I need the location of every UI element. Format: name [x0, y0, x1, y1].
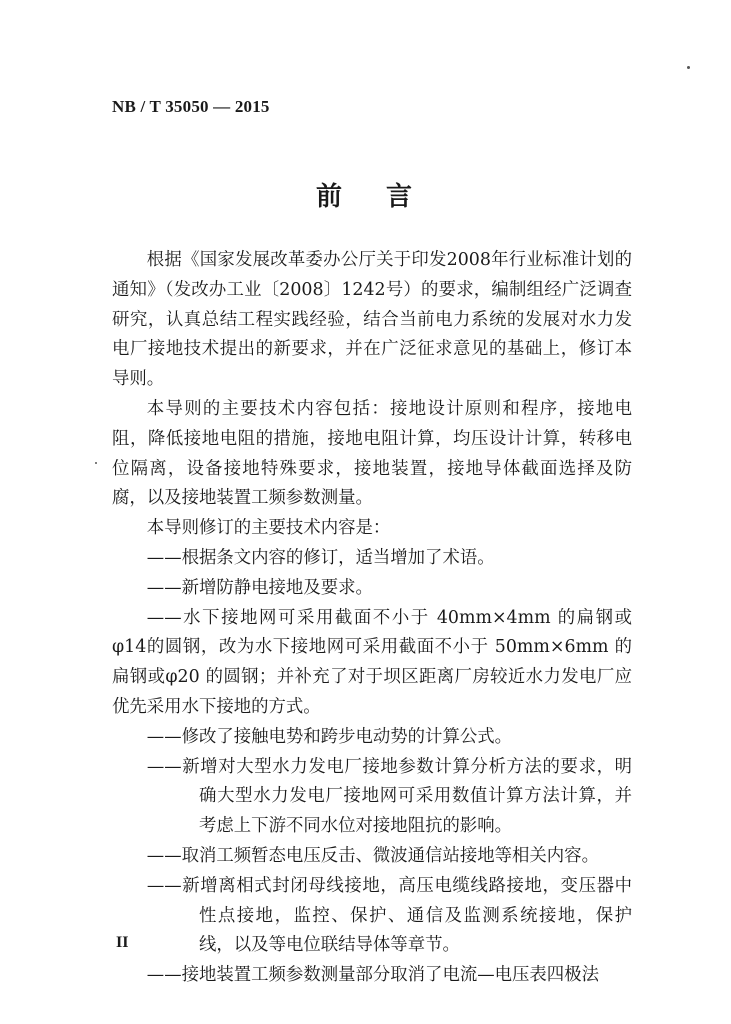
page-number: II [116, 934, 129, 951]
revision-item: ——新增离相式封闭母线接地，高压电缆线路接地，变压器中性点接地，监控、保护、通信及监测系统接地，保护线，以及等电位联结导体等章节。 [146, 875, 632, 956]
paragraph-main-content: 本导则的主要技术内容包括：接地设计原则和程序，接地电阻，降低接地电阻的措施，接地电阻计算，均压设计计算，转移电位隔离，设备接地特殊要求，接地装置，接地导体截面选择及防腐，以及接地装置工频参数测量。 [112, 398, 632, 509]
paragraph-basis: 根据《国家发展改革委办公厅关于印发2008年行业标准计划的通知》（发改办工业〔2008〕1242号）的要求，编制组经广泛调查研究，认真总结工程实践经验，结合当前电力系统的发展对水力发电厂接地技术提出的新要求，并在广泛征求意见的基础上，修订本导则。 [112, 250, 632, 390]
revision-item: ——新增对大型水力发电厂接地参数计算分析方法的要求，明确大型水力发电厂接地网可采用数值计算方法计算，并考虑上下游不同水位对接地阻抗的影响。 [146, 756, 632, 837]
page-title: 前言 [316, 182, 457, 212]
revision-item: ——接地装置工频参数测量部分取消了电流—电压表四极法 [146, 965, 599, 986]
revision-item: ——新增防静电接地及要求。 [146, 577, 373, 598]
standard-number: NB / T 35050 — 2015 [112, 97, 270, 116]
revision-item: ——取消工频暂态电压反击、微波通信站接地等相关内容。 [146, 845, 599, 866]
revision-item: ——修改了接触电势和跨步电动势的计算公式。 [146, 726, 513, 747]
revision-item: ——水下接地网可采用截面不小于 40mm×4mm 的扁钢或φ14的圆钢，改为水下接地网可采用截面不小于 50mm×6mm 的扁钢或φ20 的圆钢；并补充了对于坝区距离厂房较近水力发电厂应优先采用水下接地的方式。 [112, 607, 632, 717]
scan-speck [95, 462, 97, 464]
preface-body [112, 246, 632, 991]
revision-item: ——根据条文内容的修订，适当增加了术语。 [146, 547, 495, 568]
paragraph-revision-intro: 本导则修订的主要技术内容是： [146, 518, 391, 539]
scan-speck [687, 66, 690, 69]
